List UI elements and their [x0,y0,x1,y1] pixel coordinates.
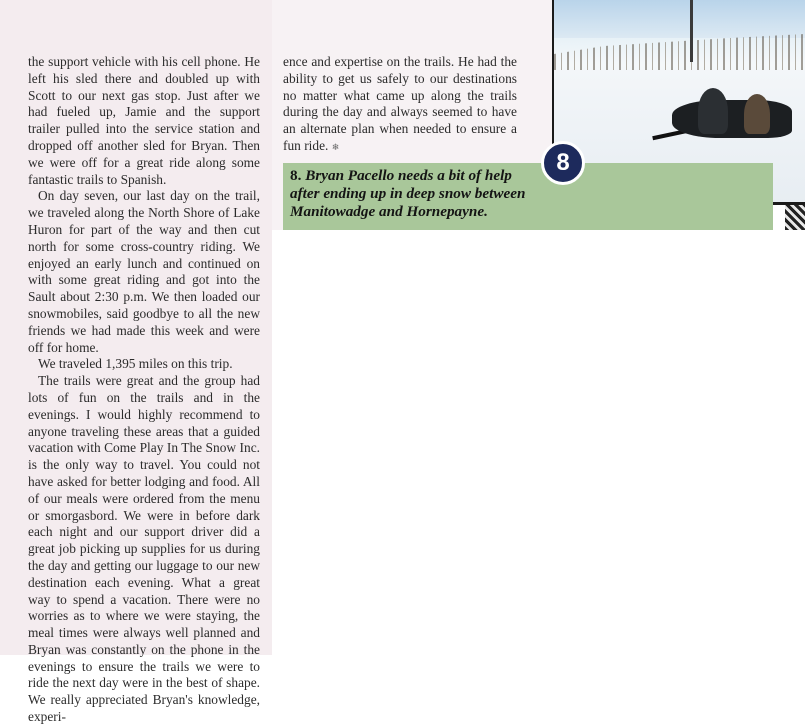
paragraph: We traveled 1,395 miles on this trip. [38,356,233,372]
photo-caption-box [283,163,773,230]
paragraph: On day seven, our last day on the trail, we traveled along the North Shore of Lake Huron for part of the way and then cut north for some cross-country riding. We enjoyed an early lunch and continued on with some great riding and got into the Sault about 2:30 p.m. We then loaded our snowmobiles, said goodbye to all the new friends we had made this week and were off for home. [28,188,260,355]
sled-rider [698,88,728,134]
caption-text: Bryan Pacello needs a bit of help after ending up in deep snow between Manitowadge and Hornepayne. [290,167,526,220]
paragraph-text: ence and expertise on the trails. He had the ability to get us safely to our destinations no matter what came up along the trails during the day and always seemed to have an alternate plan when needed to ensure a fun ride. [283,54,517,153]
paragraph [283,54,517,156]
paragraph: the support vehicle with his cell phone. He left his sled there and doubled up with Scott to our next gas stop. Just after we had fueled up, Jamie and the support trailer pulled into the service station and dropped off another sled for Bryan. Then we were off for a great ride along some fantastic trails to Spanish. [28,54,260,187]
adjacent-photo-edge [785,205,805,230]
photo-number-badge: 8 [541,141,585,185]
right-text-column [283,54,517,156]
caption-number: 8. [290,167,302,184]
snowflake-icon: ❄ [331,141,340,152]
photo-sky [554,0,805,38]
left-text-column [28,54,260,726]
photo-snowmobile [652,94,805,152]
sled-body [672,100,792,138]
photo-caption [290,167,540,221]
photo-pole [690,0,693,62]
paragraph: The trails were great and the group had lots of fun on the trails and in the evenings. I would highly recommend to anyone traveling these areas that a guided vacation with Come Play In The Snow Inc. is the only way to travel. You could not have asked for better lodging and food. All of our meals were ordered from the menu or smorgasbord. We were in before dark each night and our support driver did a great job picking up supplies for us during the day and getting our luggage to our new destination each evening. What a great way to spend a vacation. There were no worries as to where we were staying, the meal times were always well planned and Bryan was constantly on the phone in the evenings to ensure the trails we were to ride the next day were in the best of shape. We really appreciated Bryan's knowledge, experi- [28,373,260,725]
sled-helper [744,94,770,134]
